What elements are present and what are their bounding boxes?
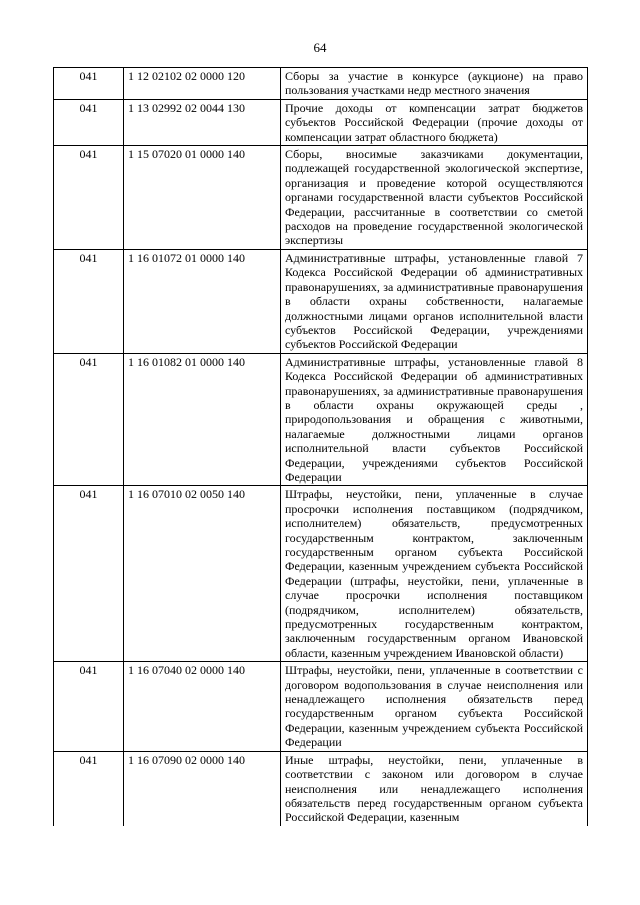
revenue-description-cell: Административные штрафы, установленные главой 8 Кодекса Российской Федерации об административных правонарушениях, за административные правонарушения в области охраны окружающей среды , природопользования и обращения с животными, налагаемые должностными лицами органов исполнительной власти субъектов Российской Федерации, учреждениями субъектов Российской Федерации [281, 353, 588, 486]
admin-code-cell: 041 [54, 486, 124, 662]
budget-classification-code-cell: 1 13 02992 02 0044 130 [124, 99, 281, 145]
table-row [54, 249, 588, 353]
table-row [54, 486, 588, 662]
budget-classification-code-cell: 1 15 07020 01 0000 140 [124, 146, 281, 250]
table-row [54, 146, 588, 250]
admin-code-cell: 041 [54, 68, 124, 100]
table-row [54, 99, 588, 145]
admin-code-cell: 041 [54, 146, 124, 250]
budget-classification-code-cell: 1 16 07040 02 0000 140 [124, 662, 281, 751]
revenue-description-cell: Штрафы, неустойки, пени, уплаченные в соответствии с договором водопользования в случае неисполнения или ненадлежащего исполнения обязательств перед государственным органом субъекта Российской Федерации, казенным учреждением субъекта Российской Федерации [281, 662, 588, 751]
revenue-description-cell: Прочие доходы от компенсации затрат бюджетов субъектов Российской Федерации (прочие доходы от компенсации затрат областного бюджета) [281, 99, 588, 145]
revenue-description-cell: Сборы, вносимые заказчиками документации, подлежащей государственной экологической экспертизе, организация и проведение которой осуществляются органами государственной власти субъектов Российской Федерации, рассчитанные в соответствии со сметой расходов на проведение государственной экологической экспертизы [281, 146, 588, 250]
budget-classification-code-cell: 1 16 07090 02 0000 140 [124, 751, 281, 826]
admin-code-cell: 041 [54, 99, 124, 145]
revenue-description-cell: Иные штрафы, неустойки, пени, уплаченные в соответствии с законом или договором в случае неисполнения или ненадлежащего исполнения обязательств перед государственным органом субъекта Российской Федерации, казенным [281, 751, 588, 826]
budget-classification-code-cell: 1 12 02102 02 0000 120 [124, 68, 281, 100]
revenue-description-cell: Административные штрафы, установленные главой 7 Кодекса Российской Федерации об административных правонарушениях, за административные правонарушения в области охраны собственности, налагаемые должностными лицами органов исполнительной власти субъектов Российской Федерации, учреждениями субъектов Российской Федерации [281, 249, 588, 353]
budget-classification-code-cell: 1 16 01072 01 0000 140 [124, 249, 281, 353]
budget-classification-code-cell: 1 16 07010 02 0050 140 [124, 486, 281, 662]
table-row [54, 68, 588, 100]
revenue-description-cell: Сборы за участие в конкурсе (аукционе) на право пользования участками недр местного значения [281, 68, 588, 100]
admin-code-cell: 041 [54, 249, 124, 353]
admin-code-cell: 041 [54, 353, 124, 486]
table-row [54, 751, 588, 826]
page-number: 64 [313, 40, 327, 55]
budget-revenue-table [53, 67, 588, 826]
budget-classification-code-cell: 1 16 01082 01 0000 140 [124, 353, 281, 486]
admin-code-cell: 041 [54, 662, 124, 751]
revenue-description-cell: Штрафы, неустойки, пени, уплаченные в случае просрочки исполнения поставщиком (подрядчиком, исполнителем) обязательств, предусмотренных государственным контрактом, заключенным государственным органом субъекта Российской Федерации, казенным учреждением субъекта Российской Федерации (штрафы, неустойки, пени, уплаченные в случае просрочки исполнения поставщиком (подрядчиком, исполнителем) обязательств, предусмотренных государственным контрактом, заключенным государственным органом Ивановской области, казенным учреждением Ивановской области) [281, 486, 588, 662]
table-row [54, 353, 588, 486]
table-row [54, 662, 588, 751]
admin-code-cell: 041 [54, 751, 124, 826]
